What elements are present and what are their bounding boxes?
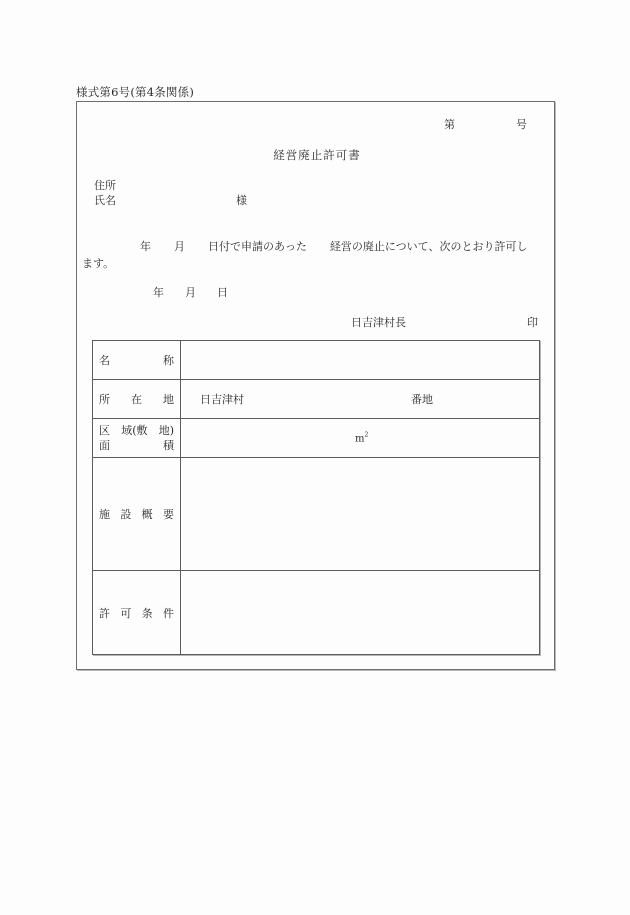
table-row-area	[93, 419, 539, 458]
document-number-suffix: 号	[516, 118, 527, 131]
unit-exponent: 2	[364, 431, 369, 439]
label-char: 積	[163, 439, 174, 452]
label-char: 称	[163, 354, 174, 367]
name-value-field[interactable]	[181, 341, 539, 379]
lot-number-suffix: 番地	[411, 393, 433, 406]
body-application-date-text: 日付で申請のあった	[208, 240, 307, 253]
body-text-line-2: ます。	[82, 257, 115, 270]
label-char: 概	[141, 508, 153, 521]
body-text-line-1	[140, 238, 527, 254]
label-char: 可	[120, 607, 132, 620]
document-number-prefix: 第	[444, 118, 455, 131]
unit-base: m	[355, 433, 365, 445]
issue-date	[153, 284, 228, 300]
label-char: 件	[162, 607, 174, 620]
form-number-label: 様式第6号(第4条関係)	[76, 85, 195, 99]
table-row-location	[93, 380, 539, 419]
facility-overview-field[interactable]	[181, 458, 539, 570]
area-value-field[interactable]	[181, 419, 539, 457]
honorific: 様	[236, 194, 247, 207]
label-char: 設	[120, 508, 132, 521]
label-char: 所	[99, 393, 110, 406]
seal-mark: 印	[527, 316, 538, 329]
label-char: 要	[162, 508, 174, 521]
body-month: 月	[174, 240, 185, 253]
row-label	[93, 458, 181, 570]
label-char: 条	[141, 607, 153, 620]
label-char: 域(敷	[121, 424, 148, 437]
name-label: 氏名	[94, 194, 116, 207]
issuer-title: 日吉津村長	[351, 316, 406, 329]
issue-month: 月	[185, 286, 196, 299]
document-title: 経営廃止許可書	[273, 148, 361, 162]
village-name: 日吉津村	[200, 393, 244, 406]
table-row-facility-overview	[93, 458, 539, 571]
row-label	[93, 380, 181, 418]
label-char: 許	[99, 607, 110, 620]
permit-conditions-field[interactable]	[181, 571, 539, 655]
label-char: 地)	[158, 424, 174, 437]
permit-details-table	[92, 340, 540, 655]
label-char: 地	[163, 393, 174, 406]
table-row-permit-conditions	[93, 571, 539, 655]
location-value-field[interactable]	[181, 380, 539, 418]
row-label	[93, 419, 181, 457]
table-row-name	[93, 341, 539, 380]
body-year: 年	[140, 240, 151, 253]
label-char: 在	[131, 393, 142, 406]
label-char: 区	[99, 424, 110, 437]
address-label: 住所	[94, 179, 116, 192]
label-char: 名	[99, 354, 110, 367]
label-char: 面	[99, 439, 110, 452]
row-label	[93, 341, 181, 379]
square-meter-unit	[355, 432, 368, 445]
body-abolition-text: 経営の廃止について、次のとおり許可し	[329, 240, 528, 253]
row-label	[93, 571, 181, 655]
issue-year: 年	[153, 286, 164, 299]
label-char: 施	[99, 508, 110, 521]
issue-day: 日	[217, 286, 228, 299]
